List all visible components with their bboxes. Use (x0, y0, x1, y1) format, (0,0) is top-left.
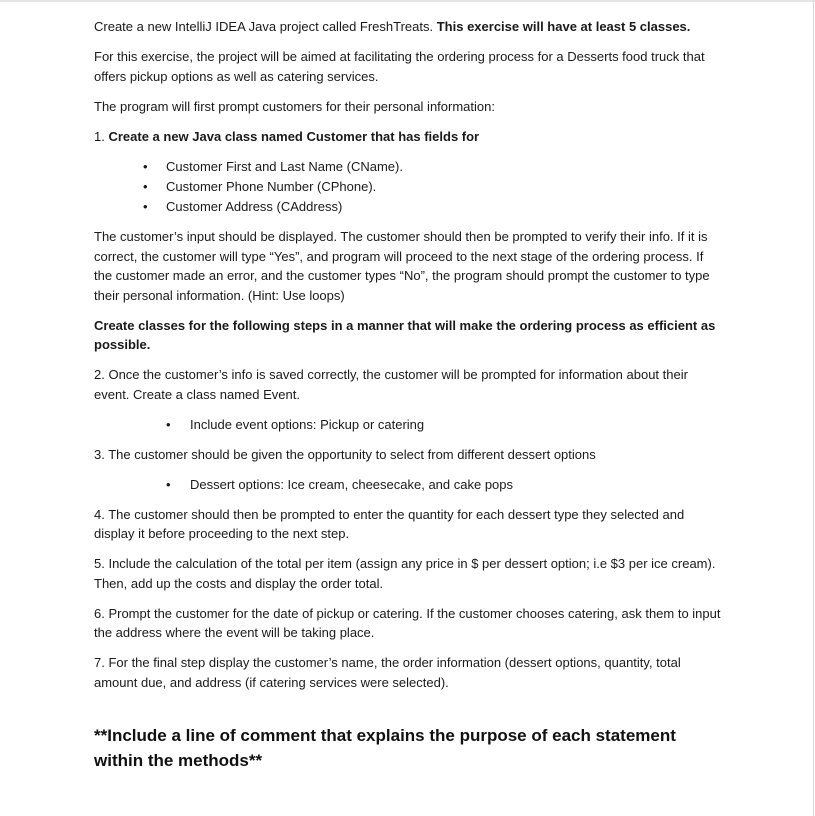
step-4-paragraph: 4. The customer should then be prompted to enter the quantity for each dessert type they selected and display it before proceeding to the next step. (94, 506, 685, 541)
list-item: • Customer Address (CAddress) (94, 197, 724, 217)
step-2-paragraph: 2. Once the customer’s info is saved correctly, the customer will be prompted for information about their event. Create a class named Event. (94, 367, 688, 402)
step-1-bold-text: Create a new Java class named Customer that has fields for (108, 128, 480, 144)
intro-text: Create a new IntelliJ IDEA Java project called FreshTreats. (94, 19, 437, 34)
dessert-options-list (94, 475, 724, 495)
verification-paragraph: The customer’s input should be displayed. The customer should then be prompted to verify their info. If it is correct, the customer will type “Yes”, and program will proceed to the next stage of the ordering process. If the customer made an error, and the customer types “No”, the program should prompt the customer to type their personal information. (Hint: Use loops) (94, 229, 710, 303)
customer-fields-list (94, 157, 724, 217)
classes-instruction (94, 316, 724, 355)
list-item: • Dessert options: Ice cream, cheesecake, and cake pops (94, 475, 724, 495)
event-options-list (94, 415, 724, 435)
document-page (94, 17, 724, 784)
step-5-paragraph: 5. Include the calculation of the total per item (assign any price in $ per dessert option; i.e $3 per ice cream). Then, add up the costs and display the order total. (94, 556, 716, 591)
step-7-paragraph: 7. For the final step display the customer’s name, the order information (dessert options, quantity, total amount due, and address (if catering services were selected). (94, 655, 681, 690)
step-6-paragraph: 6. Prompt the customer for the date of pickup or catering. If the customer chooses catering, ask them to input the address where the event will be taking place. (94, 605, 721, 640)
step-3-paragraph: 3. The customer should be given the opportunity to select from different dessert options (94, 446, 596, 462)
comment-requirement-note: **Include a line of comment that explains the purpose of each statement within the methods** (94, 726, 676, 770)
page-right-border (813, 0, 814, 816)
intro-paragraph (94, 17, 724, 37)
step-1-heading (94, 127, 724, 147)
list-item: • Customer First and Last Name (CName). (94, 157, 724, 177)
prompt-intro: The program will first prompt customers for their personal information: (94, 98, 495, 114)
list-item: • Customer Phone Number (CPhone). (94, 177, 724, 197)
page-top-border (0, 0, 815, 2)
intro-bold-text: This exercise will have at least 5 classes. (436, 19, 691, 34)
project-description: For this exercise, the project will be aimed at facilitating the ordering process for a Desserts food truck that offers pickup options as well as catering services. (94, 49, 705, 84)
list-item: • Include event options: Pickup or catering (94, 415, 724, 435)
step-1-number: 1. (94, 128, 109, 144)
classes-instruction-bold: Create classes for the following steps in a manner that will make the ordering process as efficient as possible. (94, 317, 716, 352)
